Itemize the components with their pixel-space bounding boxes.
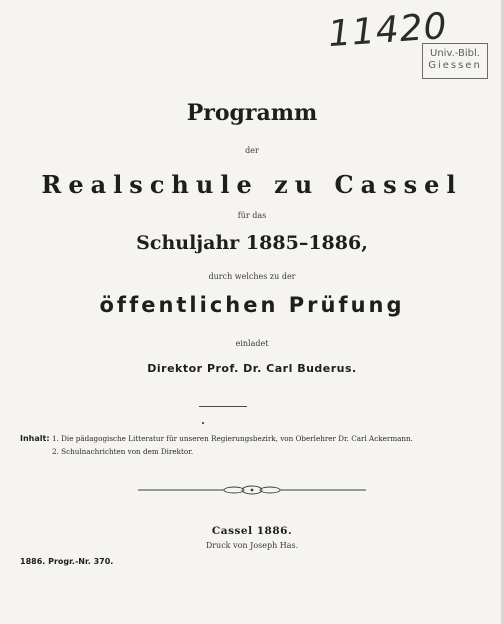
title-der: der [245,146,259,155]
school-name: Realschule zu Cassel [41,170,463,199]
contents-label: Inhalt: [20,434,50,443]
director-line: Direktor Prof. Dr. Carl Buderus. [147,362,357,375]
imprint-place-year: Cassel 1886. [211,525,293,537]
program-number: 1886. Progr.-Nr. 370. [20,557,114,566]
title-fuer-das: für das [237,211,267,220]
contents-item: 1. Die pädagogische Litteratur für unseren Regierungsbezirk, von Oberlehrer Dr. Carl Ackermann. [52,434,413,443]
handwritten-shelf-number: 11420 [326,5,449,56]
title-durch: durch welches zu der [208,272,296,281]
imprint-printer: Druck von Joseph Has. [205,541,299,550]
school-year: Schuljahr 1885–1886, [136,232,368,254]
stamp-line-2: Giessen [428,60,482,71]
title-einladet: einladet [235,339,269,348]
contents-item: 2. Schulnachrichten von dem Direktor. [52,447,194,456]
stamp-line-1: Univ.-Bibl. [430,48,480,59]
dot-mark: • [201,420,206,428]
title-programm: Programm [186,100,318,126]
ornamental-divider [138,484,366,496]
public-examination-heading: öffentlichen Prüfung [99,293,405,317]
divider-rule [199,406,247,407]
library-stamp [422,43,488,79]
